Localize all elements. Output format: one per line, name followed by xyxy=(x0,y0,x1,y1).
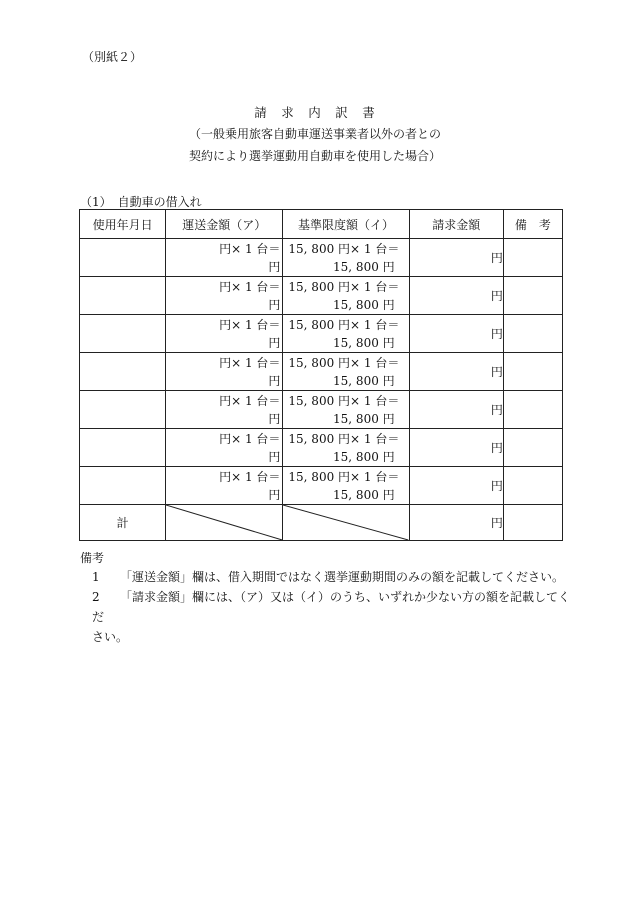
claim-amount-cell[interactable]: 円 xyxy=(409,277,503,315)
claim-amount-cell[interactable]: 円 xyxy=(409,315,503,353)
remarks-cell[interactable] xyxy=(503,239,562,277)
diagonal-strike-line xyxy=(283,505,408,540)
transport-amount-line2: 円 xyxy=(268,411,281,426)
limit-amount-line1: 15, 800 円× 1 台＝ xyxy=(288,431,400,446)
transport-amount-cell[interactable] xyxy=(166,467,283,505)
limit-amount-cell xyxy=(283,429,409,467)
remarks-cell[interactable] xyxy=(503,315,562,353)
limit-amount-line2: 15, 800 円 xyxy=(333,259,395,274)
transport-amount-cell[interactable] xyxy=(166,277,283,315)
remarks-cell[interactable] xyxy=(503,429,562,467)
transport-amount-cell[interactable] xyxy=(166,315,283,353)
transport-amount-line1: 円× 1 台＝ xyxy=(219,241,281,256)
limit-amount-line1: 15, 800 円× 1 台＝ xyxy=(288,355,400,370)
limit-amount-line1: 15, 800 円× 1 台＝ xyxy=(288,241,400,256)
document-subtitle-line2: 契約により選挙運動用自動車を使用した場合） xyxy=(188,149,441,163)
claim-amount-cell[interactable]: 円 xyxy=(409,429,503,467)
claim-amount-cell[interactable]: 円 xyxy=(409,467,503,505)
limit-amount-line2: 15, 800 円 xyxy=(333,373,395,388)
date-cell[interactable] xyxy=(80,429,166,467)
transport-amount-line1: 円× 1 台＝ xyxy=(219,355,281,370)
header-limit-amount: 基準限度額（イ） xyxy=(283,210,409,239)
table-row xyxy=(80,429,563,467)
total-transport-struck-cell xyxy=(166,505,283,541)
header-date: 使用年月日 xyxy=(80,210,166,239)
limit-amount-cell xyxy=(283,391,409,429)
document-subtitle-line1: （一般乗用旅客自動車運送事業者以外の者との xyxy=(188,127,441,141)
claim-amount-cell[interactable]: 円 xyxy=(409,239,503,277)
total-limit-struck-cell xyxy=(283,505,409,541)
limit-amount-line2: 15, 800 円 xyxy=(333,487,395,502)
limit-amount-cell xyxy=(283,315,409,353)
limit-amount-line2: 15, 800 円 xyxy=(333,297,395,312)
limit-amount-line1: 15, 800 円× 1 台＝ xyxy=(288,279,400,294)
limit-amount-cell xyxy=(283,467,409,505)
notes-heading: 備考 xyxy=(80,551,105,565)
transport-amount-cell[interactable] xyxy=(166,429,283,467)
date-cell[interactable] xyxy=(80,277,166,315)
remarks-cell[interactable] xyxy=(503,391,562,429)
document-title: 請 求 内 訳 書 xyxy=(254,105,376,120)
limit-amount-line1: 15, 800 円× 1 台＝ xyxy=(288,469,400,484)
claim-breakdown-table xyxy=(79,209,563,541)
limit-amount-line2: 15, 800 円 xyxy=(333,411,395,426)
transport-amount-cell[interactable] xyxy=(166,391,283,429)
date-cell[interactable] xyxy=(80,353,166,391)
date-cell[interactable] xyxy=(80,315,166,353)
note-item xyxy=(92,567,572,587)
date-cell[interactable] xyxy=(80,239,166,277)
remarks-cell[interactable] xyxy=(503,353,562,391)
total-claim-amount-cell[interactable]: 円 xyxy=(409,505,503,541)
date-cell[interactable] xyxy=(80,467,166,505)
date-cell[interactable] xyxy=(80,391,166,429)
limit-amount-cell xyxy=(283,277,409,315)
table-header-row xyxy=(80,210,563,239)
transport-amount-line2: 円 xyxy=(268,335,281,350)
table-row xyxy=(80,277,563,315)
limit-amount-line2: 15, 800 円 xyxy=(333,449,395,464)
transport-amount-line1: 円× 1 台＝ xyxy=(219,317,281,332)
table-row xyxy=(80,391,563,429)
table-row xyxy=(80,315,563,353)
transport-amount-line1: 円× 1 台＝ xyxy=(219,279,281,294)
total-remarks-cell[interactable] xyxy=(503,505,562,541)
claim-amount-cell[interactable]: 円 xyxy=(409,391,503,429)
transport-amount-line1: 円× 1 台＝ xyxy=(219,469,281,484)
limit-amount-line2: 15, 800 円 xyxy=(333,335,395,350)
table-row xyxy=(80,467,563,505)
header-remarks: 備 考 xyxy=(503,210,562,239)
transport-amount-line2: 円 xyxy=(268,449,281,464)
note-text-continuation: さい。 xyxy=(92,630,129,644)
limit-amount-cell xyxy=(283,239,409,277)
limit-amount-line1: 15, 800 円× 1 台＝ xyxy=(288,393,400,408)
note-text: 「請求金額」欄には、（ア）又は（イ）のうち、いずれか少ない方の額を記載してくだ xyxy=(92,590,571,624)
transport-amount-line2: 円 xyxy=(268,259,281,274)
transport-amount-line1: 円× 1 台＝ xyxy=(219,393,281,408)
diagonal-strike-line xyxy=(166,505,282,540)
header-claim-amount: 請求金額 xyxy=(409,210,503,239)
claim-amount-cell[interactable]: 円 xyxy=(409,353,503,391)
remarks-cell[interactable] xyxy=(503,467,562,505)
note-number: 1 xyxy=(92,570,100,584)
note-number: 2 xyxy=(92,590,100,604)
note-item xyxy=(92,587,572,647)
transport-amount-cell[interactable] xyxy=(166,353,283,391)
appendix-label: （別紙２） xyxy=(82,50,143,64)
transport-amount-line1: 円× 1 台＝ xyxy=(219,431,281,446)
limit-amount-line1: 15, 800 円× 1 台＝ xyxy=(288,317,400,332)
transport-amount-line2: 円 xyxy=(268,487,281,502)
total-label: 計 xyxy=(80,505,166,541)
transport-amount-line2: 円 xyxy=(268,297,281,312)
total-row xyxy=(80,505,563,541)
transport-amount-line2: 円 xyxy=(268,373,281,388)
table-row xyxy=(80,239,563,277)
note-text: 「運送金額」欄は、借入期間ではなく選挙運動期間のみの額を記載してください。 xyxy=(120,570,565,584)
header-transport-amount: 運送金額（ア） xyxy=(166,210,283,239)
section-label: （1） 自動車の借入れ xyxy=(80,195,202,209)
transport-amount-cell[interactable] xyxy=(166,239,283,277)
remarks-cell[interactable] xyxy=(503,277,562,315)
limit-amount-cell xyxy=(283,353,409,391)
table-row xyxy=(80,353,563,391)
